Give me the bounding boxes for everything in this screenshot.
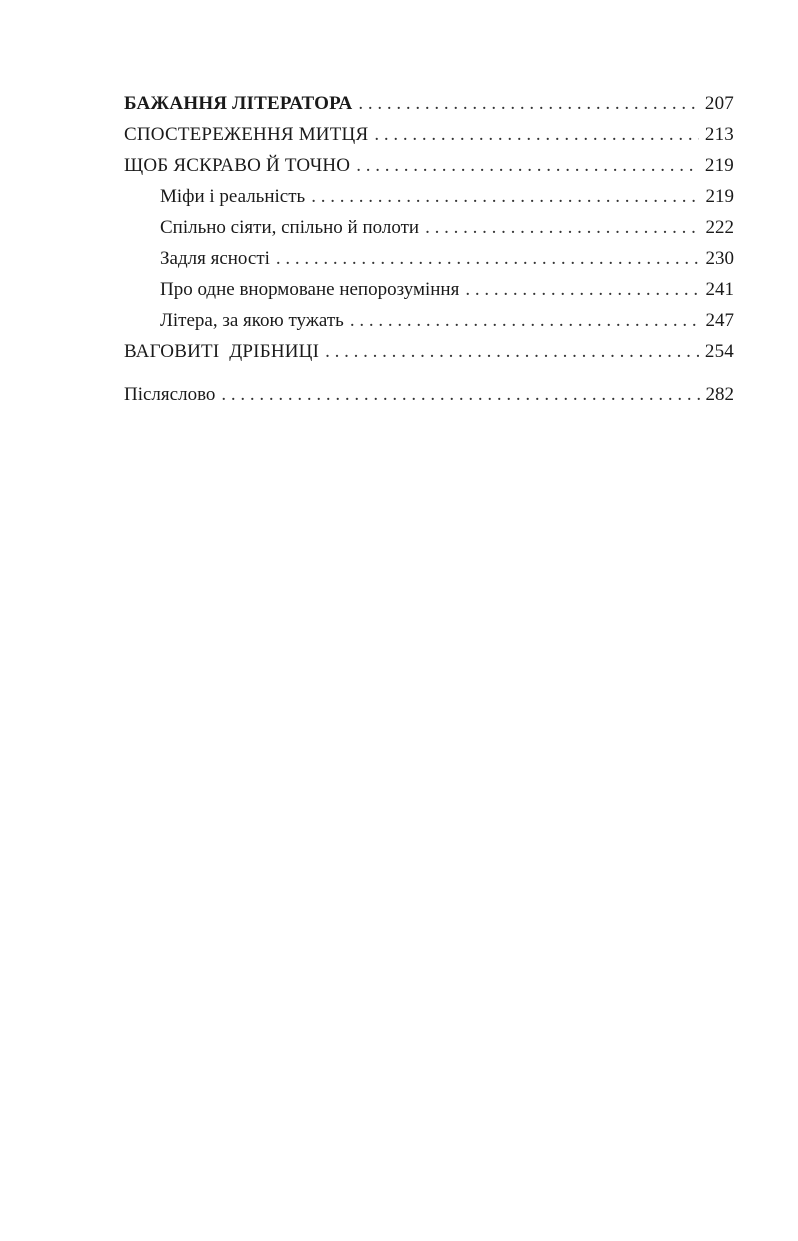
toc-dot-leader: [276, 243, 700, 274]
toc-dot-leader: [356, 150, 699, 181]
toc-entry-page: 230: [705, 248, 734, 269]
toc-entry-title: ЩОБ ЯСКРАВО Й ТОЧНО: [124, 155, 351, 176]
toc-entry-pisliaslovo[interactable]: [124, 379, 734, 410]
toc-entry-title: Спільно сіяти, спільно й полоти: [160, 217, 420, 238]
toc-entry-title: Післяслово: [124, 384, 216, 405]
toc-subentry-pro-odne-vnormovane[interactable]: [124, 274, 734, 305]
toc-dot-leader: [350, 305, 700, 336]
toc-entry-title: СПОСТЕРЕЖЕННЯ МИТЦЯ: [124, 124, 369, 145]
toc-subentry-litera-za-yakoiu[interactable]: [124, 305, 734, 336]
toc-entry-page: 207: [704, 93, 734, 114]
toc-dot-leader: [374, 119, 699, 150]
toc-entry-title: БАЖАННЯ ЛІТЕРАТОРА: [124, 93, 353, 114]
toc-entry-bazhannia-literatora[interactable]: [124, 88, 734, 119]
toc-entry-page: 282: [705, 384, 734, 405]
toc-dot-leader: [221, 379, 699, 410]
table-of-contents: [124, 88, 734, 410]
toc-dot-leader: [358, 88, 699, 119]
toc-entry-vagovyti-dribnytsi[interactable]: [124, 336, 734, 367]
toc-entry-page: 219: [704, 155, 734, 176]
toc-subentry-spilno-siiaty[interactable]: [124, 212, 734, 243]
toc-entry-sposterezhennia-myttsia[interactable]: [124, 119, 734, 150]
toc-entry-title: Міфи і реальність: [160, 186, 306, 207]
toc-entry-title: Про одне внормоване непорозуміння: [160, 279, 460, 300]
toc-entry-page: 254: [704, 341, 734, 362]
toc-subentry-zadlia-yasnosti[interactable]: [124, 243, 734, 274]
toc-dot-leader: [465, 274, 699, 305]
toc-entry-page: 219: [705, 186, 734, 207]
toc-subentry-mify-i-realnist[interactable]: [124, 181, 734, 212]
toc-dot-leader: [311, 181, 699, 212]
toc-entry-page: 247: [705, 310, 734, 331]
toc-entry-page: 222: [705, 217, 734, 238]
toc-entry-page: 213: [704, 124, 734, 145]
toc-entry-title: ВАГОВИТІ ДРІБНИЦІ: [124, 341, 320, 362]
toc-entry-shchob-yaskravo-y-tochno[interactable]: [124, 150, 734, 181]
toc-entry-page: 241: [705, 279, 734, 300]
toc-dot-leader: [325, 336, 699, 367]
toc-entry-title: Літера, за якою тужать: [160, 310, 344, 331]
toc-entry-title: Задля ясності: [160, 248, 270, 269]
toc-dot-leader: [425, 212, 699, 243]
